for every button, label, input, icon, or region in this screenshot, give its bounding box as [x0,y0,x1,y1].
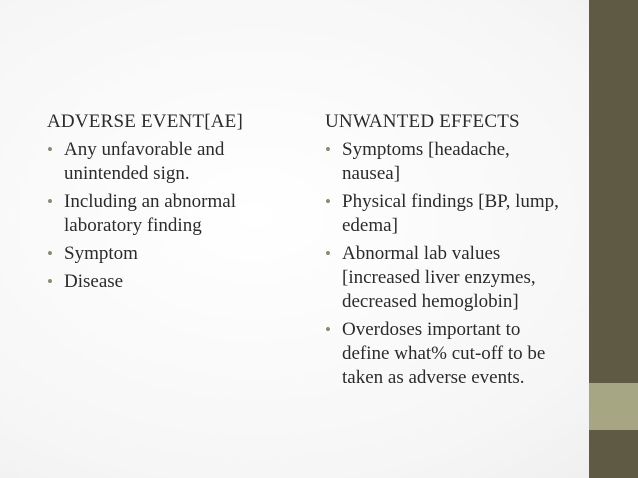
bullet-icon: • [47,244,53,263]
list-item-text: Overdoses important to define what% cut-off to be taken as adverse events. [342,319,546,388]
list-item [47,270,277,294]
bullet-icon: • [47,192,53,211]
side-decor-accent [589,383,638,430]
left-bullet-list [47,138,277,294]
right-column-title: UNWANTED EFFECTS [325,111,520,132]
list-item-text: Symptoms [headache, nausea] [342,139,510,184]
bullet-icon: • [47,272,53,291]
bullet-icon: • [325,192,331,211]
list-item [325,190,570,238]
right-bullet-list [325,138,570,390]
list-item [325,318,570,390]
list-item-text: Physical findings [BP, lump, edema] [342,191,559,236]
right-column [325,110,570,394]
bullet-icon: • [325,140,331,159]
list-item-text: Any unfavorable and unintended sign. [64,139,225,184]
list-item-text: Including an abnormal laboratory finding [64,191,237,236]
list-item [47,138,277,186]
bullet-icon: • [325,244,331,263]
bullet-icon: • [325,320,331,339]
list-item-text: Disease [64,271,124,292]
list-item [325,242,570,314]
bullet-icon: • [47,140,53,159]
list-item-text: Abnormal lab values [increased liver enzymes, decreased hemoglobin] [342,243,536,312]
left-column-title: ADVERSE EVENT[AE] [47,111,244,132]
list-item-text: Symptom [64,243,138,264]
list-item [47,242,277,266]
list-item [325,138,570,186]
left-column [47,110,277,298]
list-item [47,190,277,238]
